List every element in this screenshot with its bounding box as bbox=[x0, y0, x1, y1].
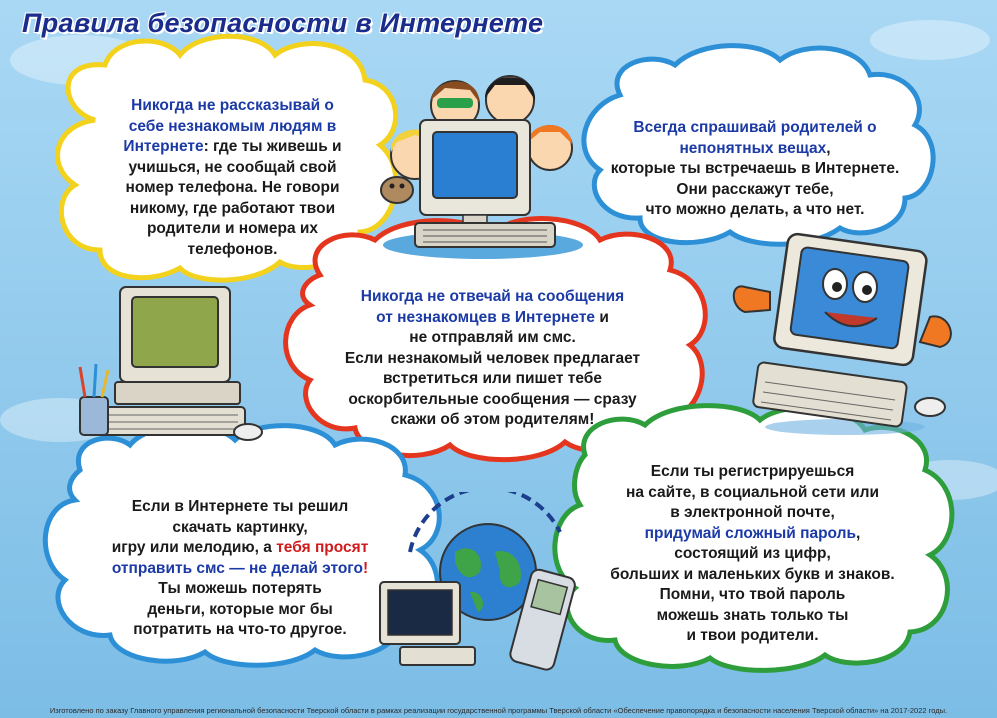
bubble-line bbox=[590, 524, 915, 545]
bubble-line bbox=[85, 559, 395, 580]
bubble-line: не отправляй им смс. bbox=[409, 329, 576, 346]
page-title: Правила безопасности в Интернете bbox=[22, 8, 544, 38]
bubble-line: Ты можешь потерять bbox=[158, 580, 322, 597]
bubble-line: скачать картинку, bbox=[172, 518, 308, 536]
bubble-line: Если в Интернете ты решил bbox=[131, 498, 349, 515]
bubble-line: на сайте, в социальной сети или bbox=[625, 483, 880, 501]
bubble-highlight: непонятных вещах bbox=[679, 139, 827, 157]
bubble-line: потратить на что-то другое. bbox=[133, 621, 347, 638]
kids-computer-illustration bbox=[375, 60, 590, 260]
bubble-line: родители и номера их bbox=[146, 220, 319, 237]
bubble-text: , bbox=[856, 524, 861, 542]
bubble-highlight: Всегда спрашивай родителей о bbox=[633, 119, 877, 136]
bubble-line bbox=[315, 308, 670, 329]
old-computer-illustration bbox=[70, 282, 270, 452]
bubble-highlight: придумай сложный пароль bbox=[644, 524, 857, 542]
globe-phone-illustration bbox=[370, 492, 595, 682]
bubble-personal-info bbox=[100, 96, 365, 260]
bubble-line: Они расскажут тебе, bbox=[676, 180, 834, 198]
bubble-ask-parents bbox=[595, 118, 915, 221]
bubble-highlight: Интернете bbox=[123, 138, 204, 155]
bubble-line bbox=[85, 538, 395, 559]
bubble-warning: тебя просят bbox=[276, 539, 369, 556]
bubble-sms bbox=[85, 497, 395, 641]
bubble-line: оскорбительные сообщения — сразу bbox=[348, 390, 637, 408]
bubble-highlight: Никогда не рассказывай о bbox=[131, 97, 334, 114]
bubble-line: телефонов. bbox=[187, 240, 278, 258]
bubble-line bbox=[315, 287, 670, 308]
bubble-line: состоящий из цифр, bbox=[674, 545, 831, 562]
bubble-line: в электронной почте, bbox=[670, 504, 835, 521]
bubble-line: Помни, что твой пароль bbox=[659, 586, 846, 603]
bubble-line bbox=[595, 118, 915, 139]
bubble-line: скажи об этом родителям! bbox=[390, 411, 595, 428]
bubble-highlight: себе незнакомым людям в bbox=[128, 117, 337, 135]
footer-note: Изготовлено по заказу Главного управления региональной безопасности Тверской области в рамках реализации государственной программы Тверской области «Обеспечение правопорядка и безопасности населения Тверской области» на 2017-2022 годы. bbox=[49, 706, 948, 715]
smiling-computer-illustration bbox=[725, 232, 970, 442]
bubble-line: никому, где работают твои bbox=[129, 199, 336, 217]
bubble-highlight: от незнакомцев в Интернете bbox=[376, 308, 596, 326]
bubble-line: встретиться или пишет тебе bbox=[383, 370, 602, 387]
bubble-line: Если незнакомый человек предлагает bbox=[344, 349, 641, 367]
bubble-text: и bbox=[595, 308, 609, 326]
bubble-warning: ! bbox=[363, 559, 369, 577]
bubble-text: , bbox=[826, 139, 831, 157]
bubble-line: которые ты встречаешь в Интернете. bbox=[610, 160, 900, 177]
bubble-line: что можно делать, а что нет. bbox=[645, 201, 865, 218]
bubble-line: можешь знать только ты bbox=[656, 606, 849, 624]
bubble-text: : где ты живешь и bbox=[203, 138, 342, 155]
bubble-highlight: Никогда не отвечай на сообщения bbox=[360, 288, 625, 305]
bubble-line: учишься, не сообщай свой bbox=[128, 158, 337, 176]
bubble-line bbox=[100, 117, 365, 138]
bubble-line: деньги, которые мог бы bbox=[147, 600, 333, 618]
bubble-line: номер телефона. Не говори bbox=[125, 179, 340, 196]
bubble-text: игру или мелодию, а bbox=[111, 539, 277, 556]
bubble-password bbox=[590, 462, 915, 647]
bubble-line bbox=[100, 137, 365, 158]
bubble-line: больших и маленьких букв и знаков. bbox=[610, 565, 895, 583]
bubble-highlight: отправить смс — не делай этого bbox=[111, 559, 364, 577]
bubble-line: Если ты регистрируешься bbox=[650, 463, 855, 480]
bubble-strangers bbox=[315, 287, 670, 431]
bubble-line bbox=[100, 96, 365, 117]
bubble-line: и твои родители. bbox=[686, 627, 819, 644]
bubble-line bbox=[595, 139, 915, 160]
